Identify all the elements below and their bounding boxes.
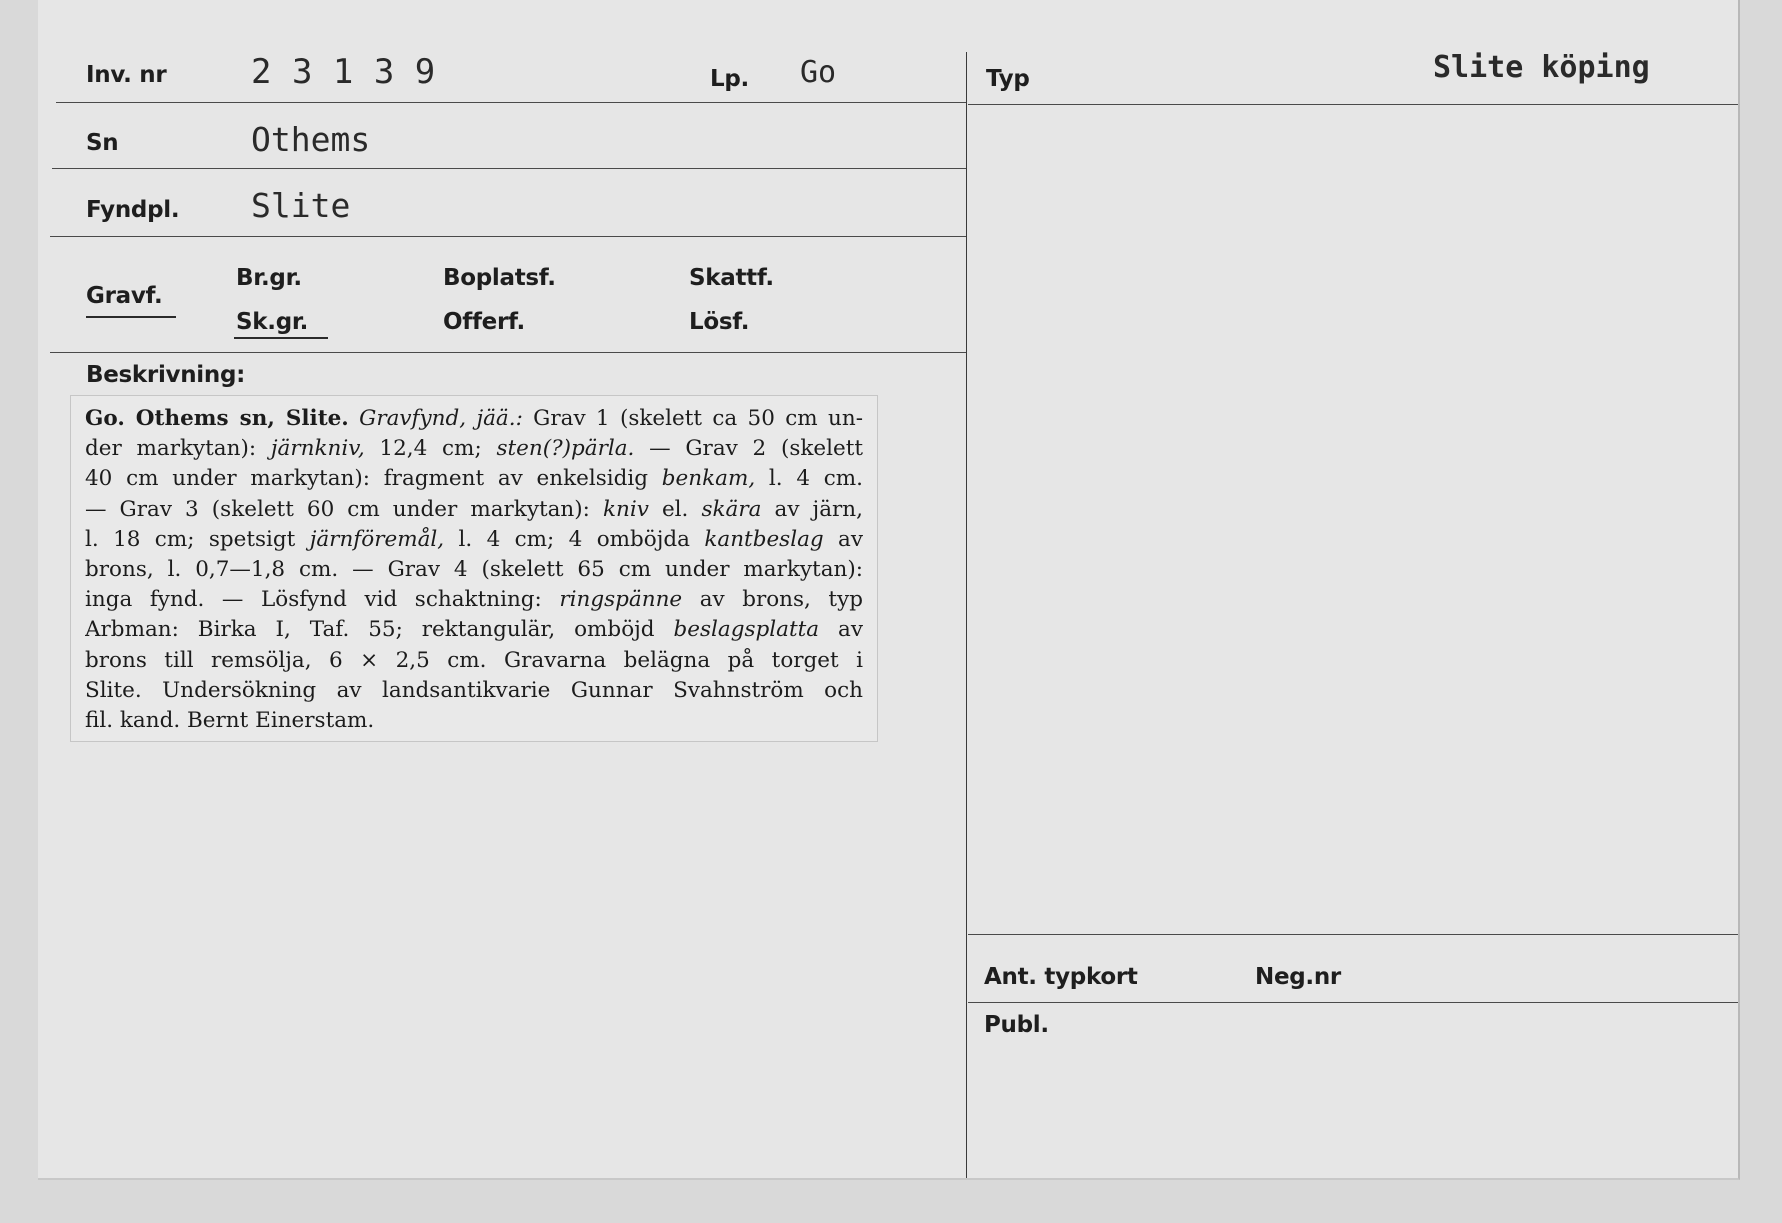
sn-label: Sn — [86, 130, 119, 156]
skattf-label: Skattf. — [689, 265, 774, 291]
sk-gr-label: Sk.gr. — [236, 309, 309, 335]
sk-gr-underline — [234, 337, 328, 339]
fyndpl-value: Slite — [251, 186, 351, 225]
lp-value: Go — [800, 55, 837, 90]
description-line-3: 40 cm under markytan): fragment av enkelsidig benkam, l. 4 cm. — [85, 466, 863, 492]
divider-publ — [968, 1002, 1738, 1003]
description-line-8: Arbman: Birka I, Taf. 55; rektangulär, omböjd beslagsplatta av — [85, 617, 863, 643]
beskrivning-label: Beskrivning: — [86, 362, 246, 388]
ant-typkort-label: Ant. typkort — [984, 964, 1138, 990]
catalog-card — [38, 0, 1740, 1180]
description-line-4: — Grav 3 (skelett 60 cm under markytan): kniv el. skära av järn, — [85, 496, 863, 522]
gravf-underline — [86, 316, 176, 318]
lp-label: Lp. — [710, 66, 749, 92]
description-line-11: fil. kand. Bernt Einerstam. — [85, 707, 375, 733]
fyndpl-label: Fyndpl. — [86, 197, 180, 223]
description-line-10: Slite. Undersökning av landsantikvarie Gunnar Svahnström och — [85, 677, 863, 703]
description-line-1: Go. Othems sn, Slite. Gravfynd, jää.: Grav 1 (skelett ca 50 cm un- — [85, 406, 863, 431]
description-line-5: l. 18 cm; spetsigt järnföremål, l. 4 cm; 4 omböjda kantbeslag av — [85, 526, 863, 552]
description-line-9: brons till remsölja, 6 × 2,5 cm. Gravarna belägna på torget i — [85, 647, 863, 673]
losf-label: Lösf. — [689, 309, 750, 335]
description-line-2: der markytan): järnkniv, 12,4 cm; sten(?)pärla. — Grav 2 (skelett — [85, 436, 863, 462]
inv-nr-label: Inv. nr — [86, 62, 167, 88]
inv-nr-value: 2 3 1 3 9 — [251, 52, 436, 92]
description-line-7: inga fynd. — Lösfynd vid schaktning: ringspänne av brons, typ — [85, 587, 863, 613]
gravf-label: Gravf. — [86, 283, 163, 309]
br-gr-label: Br.gr. — [236, 265, 302, 291]
publ-label: Publ. — [984, 1012, 1049, 1038]
divider-ant-typkort — [968, 934, 1738, 935]
boplatsf-label: Boplatsf. — [443, 265, 556, 291]
neg-nr-label: Neg.nr — [1255, 964, 1341, 990]
divider-row-4 — [50, 352, 966, 353]
vertical-divider — [966, 52, 967, 1178]
description-line-6: brons, l. 0,7—1,8 cm. — Grav 4 (skelett 65 cm under markytan): — [85, 556, 863, 582]
offerf-label: Offerf. — [443, 309, 525, 335]
divider-row-1 — [56, 102, 966, 103]
typ-label: Typ — [986, 66, 1030, 92]
typ-value: Slite köping — [1433, 50, 1650, 85]
divider-row-2 — [52, 168, 966, 169]
description-clipping — [70, 395, 878, 742]
sn-value: Othems — [251, 120, 371, 159]
divider-row-3 — [50, 236, 966, 237]
divider-typ — [968, 104, 1738, 105]
